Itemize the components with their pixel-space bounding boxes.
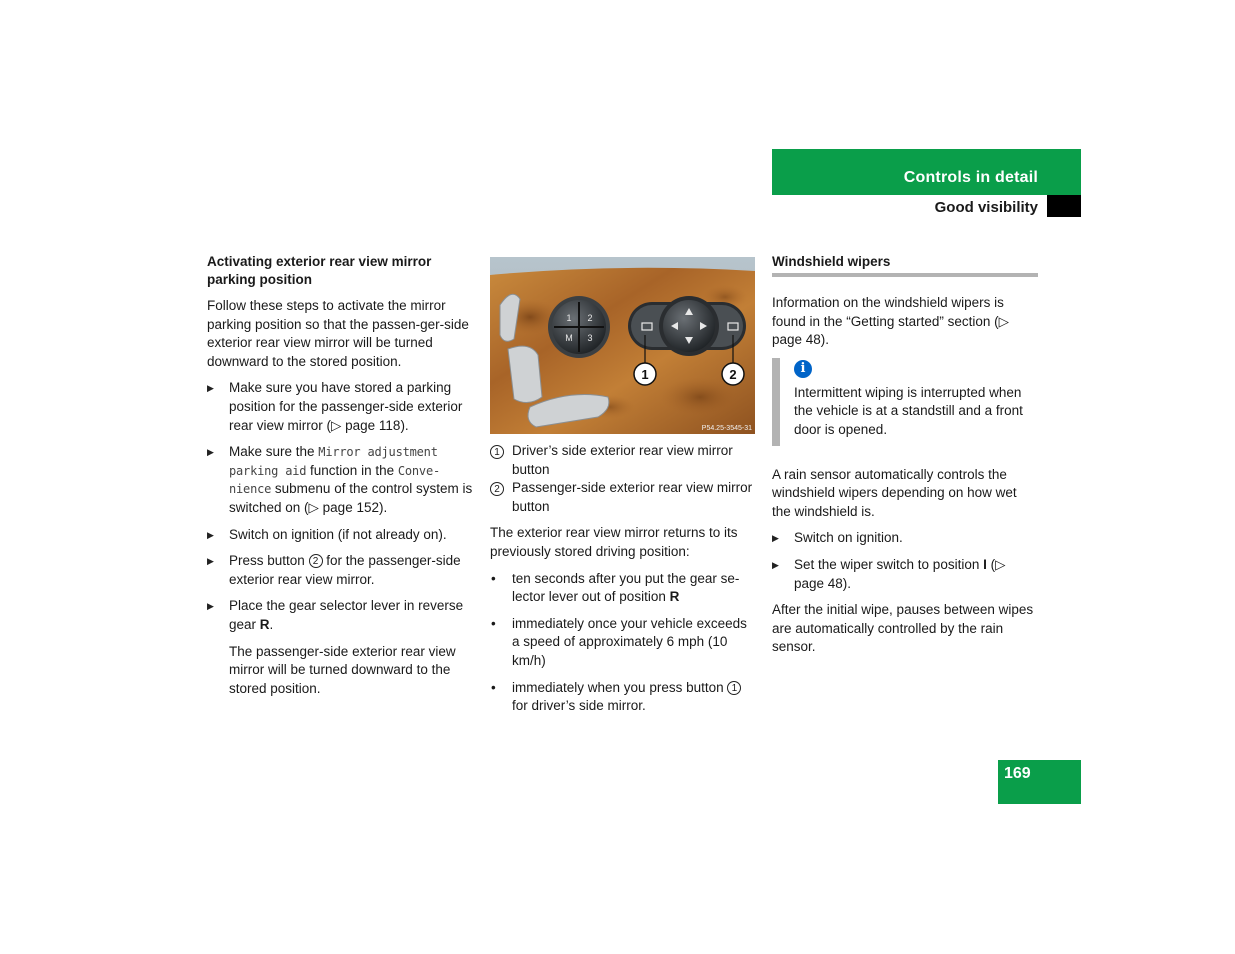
step-text: Place the gear selector lever in reverse gear <box>229 598 464 632</box>
figure-code: P54.25-3545-31 <box>701 425 752 432</box>
step-stored-position <box>207 379 473 435</box>
step-text: Switch on ignition. <box>794 530 903 546</box>
bullet-press-button <box>490 679 756 716</box>
info-note <box>772 358 1038 446</box>
seat-memory-button-m: M <box>565 333 573 343</box>
step-text: (▷ page 48). <box>794 556 1006 591</box>
step-text: for the passenger-side exterior rear view mirror. <box>229 553 461 587</box>
column-mirror-parking <box>207 253 473 706</box>
step-press-button <box>207 552 473 589</box>
wipers-intro: Information on the windshield wipers is found in the “Getting started” section (▷ page 48). <box>772 295 1010 348</box>
seat-memory-button-3: 3 <box>587 333 593 343</box>
callout-1: 1 <box>641 367 649 382</box>
step-text: function in the <box>306 462 398 478</box>
step-text: Press button <box>229 553 309 569</box>
step-wiper-switch <box>772 556 1038 593</box>
seat-memory-button-1: 1 <box>566 313 572 323</box>
step-text: Make sure you have stored a parking position for the passenger-side exterior rear view mirror (▷ page 118). <box>229 380 463 433</box>
step-function-on <box>207 443 473 517</box>
gear-letter: R <box>259 616 270 632</box>
callout-number: 2 <box>309 554 323 568</box>
mirror-parking-heading: Activating exterior rear view mirror parking position <box>207 254 432 287</box>
bullet-text: for driver’s side mirror. <box>512 698 646 714</box>
bullet-gear-lever <box>490 570 756 607</box>
info-icon: i <box>794 360 812 378</box>
step-switch-ignition <box>772 529 1038 548</box>
section-title: Controls in detail <box>903 169 1038 186</box>
step-reverse-gear <box>207 597 473 634</box>
step-text: . <box>269 616 274 632</box>
subsection-marker <box>1047 195 1081 217</box>
subsection-title: Good visibility <box>934 199 1038 216</box>
display-message-mirror-adjustment: Mirror adjustment parking aid <box>229 445 438 478</box>
wipers-heading: Windshield wipers <box>772 253 1038 277</box>
bullet-text: immediately once your vehicle exceeds a speed of approximately 6 mph (10 km/h) <box>512 615 747 668</box>
info-note-text: Intermittent wiping is interrupted when the vehicle is at a standstill and a front door is opened. <box>794 384 1023 437</box>
step-ignition <box>207 526 473 545</box>
section-header-bar <box>772 149 1081 195</box>
mirror-parking-intro: Follow these steps to activate the mirror parking position so that the passen-ger-side exterior rear view mirror will be turned downward to the stored position. <box>207 298 469 369</box>
door-panel-illustration <box>490 257 755 434</box>
column-mirror-figure <box>490 253 756 724</box>
rain-sensor-para: A rain sensor automatically controls the windshield wipers depending on how wet the windshield is. <box>772 466 1017 519</box>
display-message-convenience: Conve-nience <box>229 463 440 497</box>
step-text: submenu of the control system is switched on (▷ page 152). <box>229 481 473 515</box>
mirror-return-para: The exterior rear view mirror returns to its previously stored driving position: <box>490 525 738 559</box>
callout-number: 1 <box>727 681 741 695</box>
page-number: 169 <box>1004 765 1031 782</box>
step-text: Switch on ignition (if not already on). <box>229 526 447 542</box>
gear-letter: R <box>669 589 680 605</box>
wipers-final-para: After the initial wipe, pauses between wipes are automatically controlled by the rain sensor. <box>772 602 1034 655</box>
callout-number: 1 <box>490 445 504 459</box>
page-number-box <box>998 760 1081 804</box>
step-text: Set the wiper switch to position <box>794 556 984 572</box>
bullet-text: immediately when you press button <box>512 679 728 695</box>
callout-number: 2 <box>490 482 504 496</box>
legend-passenger-mirror <box>490 479 756 516</box>
door-control-panel-figure <box>490 257 755 434</box>
step-text: Make sure the <box>229 444 319 460</box>
wiper-position: I <box>983 556 987 572</box>
legend-text: Passenger-side exterior rear view mirror button <box>512 480 753 514</box>
step-result: The passenger-side exterior rear view mirror will be turned downward to the stored position. <box>229 643 456 696</box>
bullet-speed <box>490 615 756 671</box>
legend-text: Driver’s side exterior rear view mirror button <box>512 443 733 477</box>
column-windshield-wipers <box>772 253 1038 665</box>
seat-memory-button-2: 2 <box>587 313 593 323</box>
legend-driver-mirror <box>490 442 756 479</box>
callout-2: 2 <box>729 367 737 382</box>
bullet-text: ten seconds after you put the gear se-lector lever out of position <box>512 570 740 605</box>
